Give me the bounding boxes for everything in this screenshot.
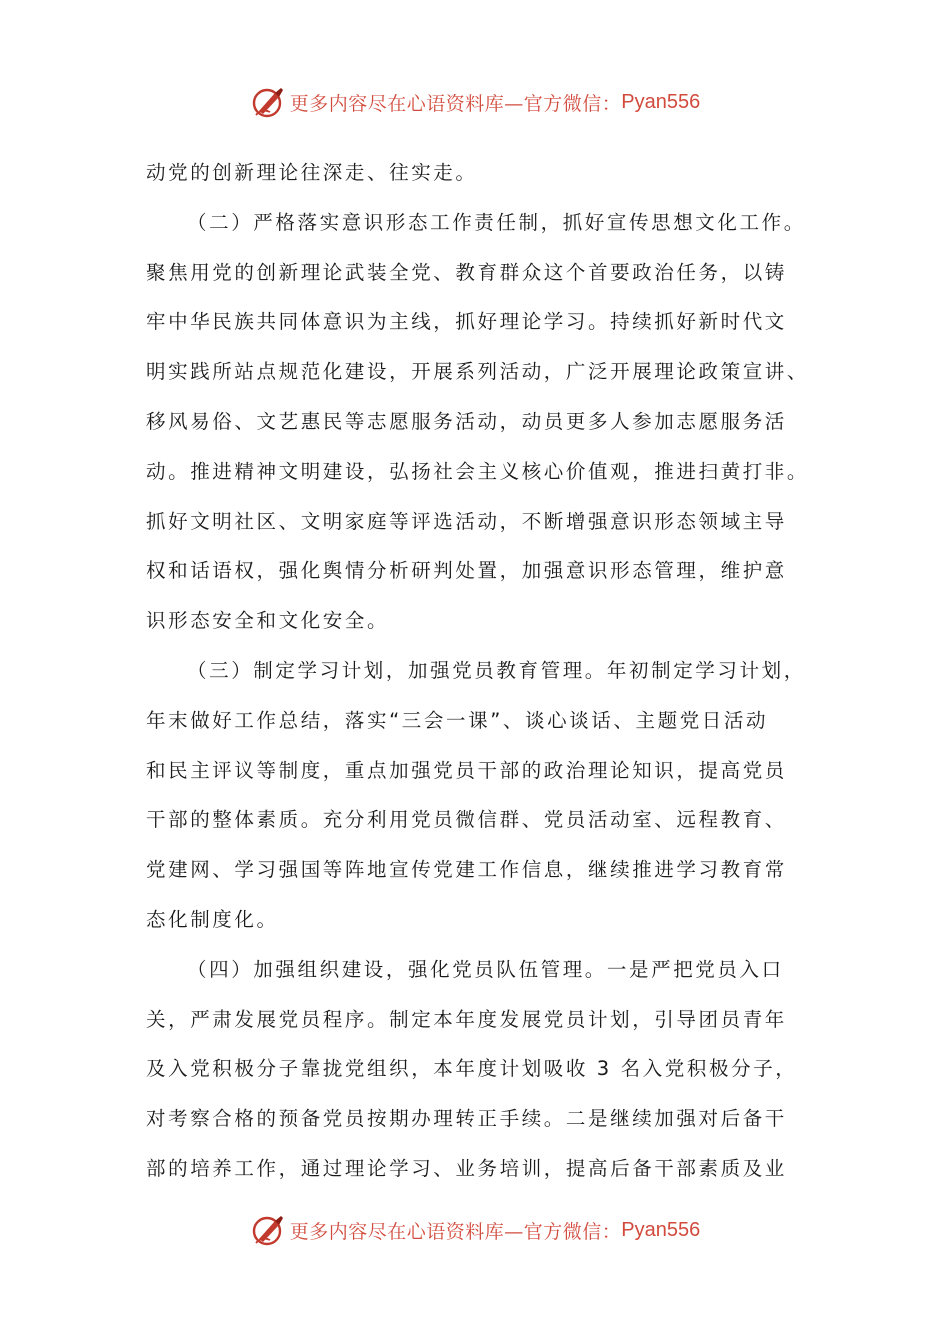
paragraph: [146, 148, 826, 198]
text-line: 部的培养工作，通过理论学习、业务培训，提高后备干部素质及业: [146, 1156, 787, 1180]
text-line: 年末做好工作总结，落实“三会一课”、谈心谈话、主题党日活动: [146, 708, 769, 732]
paragraph: [146, 198, 826, 646]
text-line: 动党的创新理论往深走、往实走。: [146, 161, 478, 184]
document-body: [146, 148, 826, 1194]
text-line: 牢中华民族共同体意识为主线，抓好理论学习。持续抓好新时代文: [146, 310, 787, 334]
text-line: 和民主评议等制度，重点加强党员干部的政治理论知识，提高党员: [146, 758, 787, 782]
text-line: 关，严肃发展党员程序。制定本年度发展党员计划，引导团员青年: [146, 1007, 787, 1031]
text-line: （二）严格落实意识形态工作责任制，抓好宣传思想文化工作。: [187, 210, 806, 234]
text-line: 态化制度化。: [146, 907, 279, 931]
paragraph: [146, 945, 826, 1194]
text-line: 抓好文明社区、文明家庭等评选活动，不断增强意识形态领域主导: [146, 509, 787, 533]
text-line: 移风易俗、文艺惠民等志愿服务活动，动员更多人参加志愿服务活: [146, 409, 787, 433]
pen-logo-icon: [250, 84, 286, 120]
text-line: （四）加强组织建设，强化党员队伍管理。一是严把党员入口: [187, 957, 784, 981]
text-line: 权和话语权，强化舆情分析研判处置，加强意识形态管理，维护意: [146, 559, 787, 583]
watermark-handle: Pyan556: [621, 90, 701, 113]
text-line: 聚焦用党的创新理论武装全党、教育群众这个首要政治任务，以铸: [146, 260, 787, 284]
text-line: 及入党积极分子靠拢党组织，本年度计划吸收 3 名入党积极分子，: [146, 1057, 798, 1081]
watermark-text: 更多内容尽在心语资料库—官方微信：: [289, 1220, 622, 1243]
watermark-text: 更多内容尽在心语资料库—官方微信：: [289, 92, 622, 115]
text-line: 党建网、学习强国等阵地宣传党建工作信息，继续推进学习教育常: [146, 858, 787, 882]
paragraph: [146, 646, 826, 945]
text-line: 干部的整体素质。充分利用党员微信群、党员活动室、远程教育、: [146, 808, 787, 832]
text-line: 明实践所站点规范化建设，开展系列活动，广泛开展理论政策宣讲、: [146, 360, 810, 384]
text-line: 识形态安全和文化安全。: [146, 609, 390, 633]
text-line: 动。推进精神文明建设，弘扬社会主义核心价值观，推进扫黄打非。: [146, 459, 810, 483]
text-line: 对考察合格的预备党员按期办理转正手续。二是继续加强对后备干: [146, 1107, 787, 1131]
watermark-handle: Pyan556: [621, 1218, 701, 1241]
watermark-banner-top: [0, 82, 950, 122]
watermark-banner-bottom: [0, 1210, 950, 1250]
text-line: （三）制定学习计划，加强党员教育管理。年初制定学习计划，: [187, 658, 806, 682]
pen-logo-icon: [250, 1212, 286, 1248]
